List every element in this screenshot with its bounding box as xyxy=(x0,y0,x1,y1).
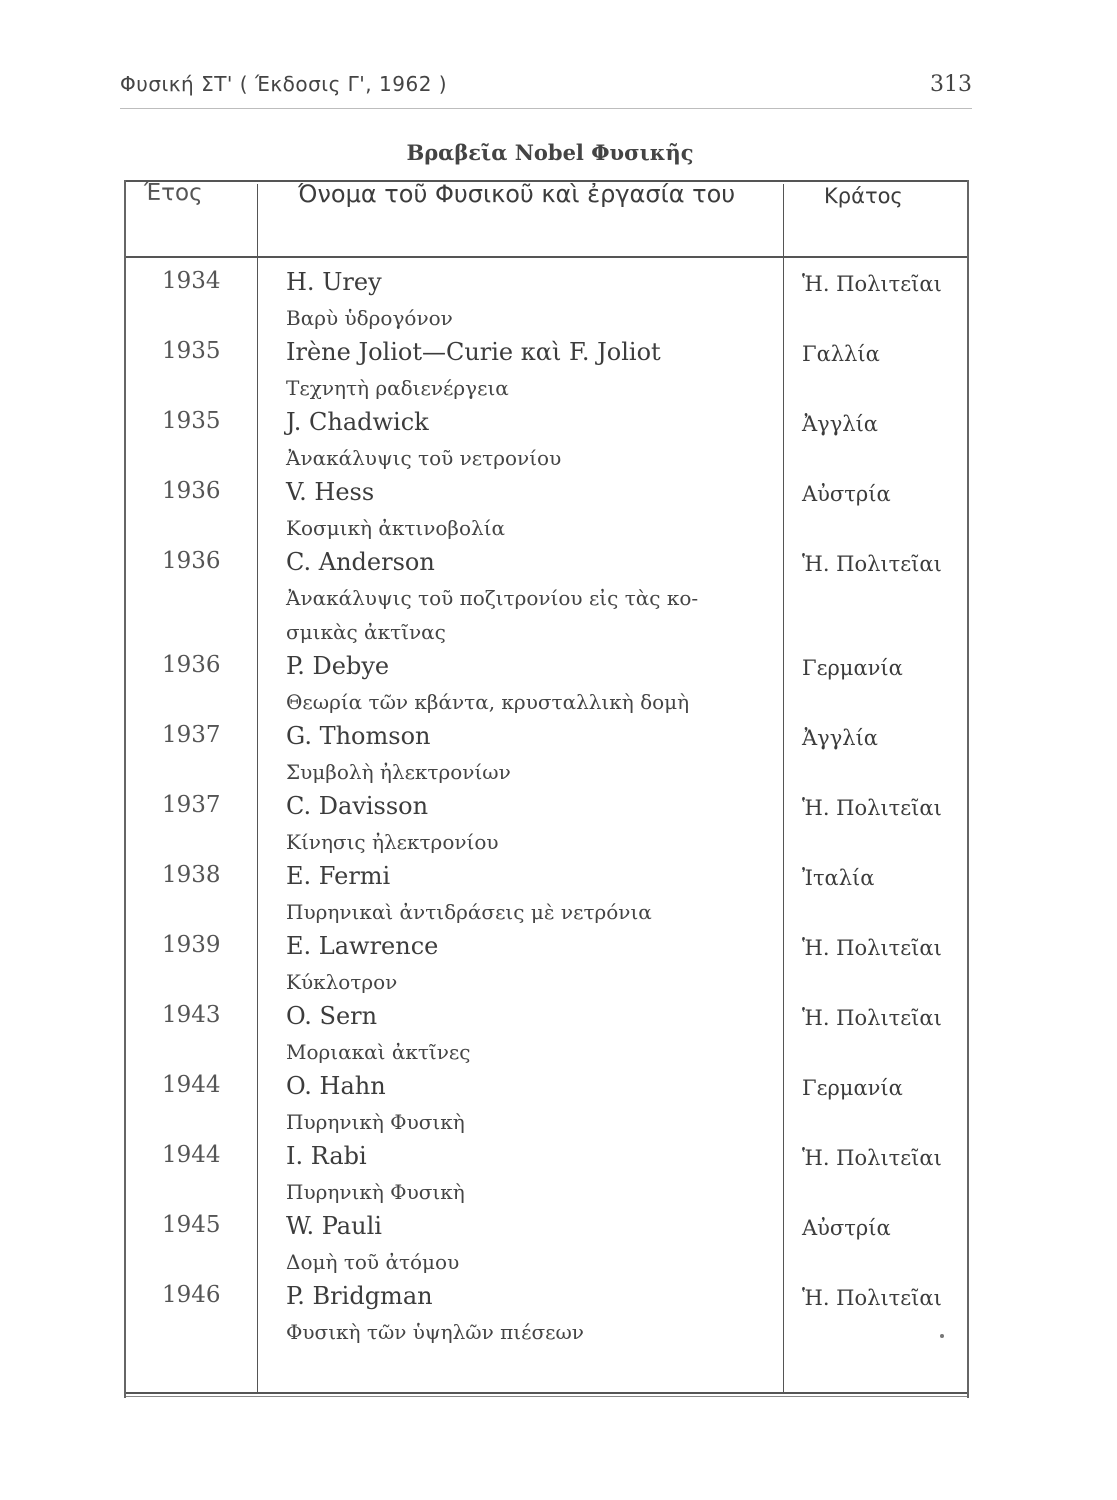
row-year: 1935 xyxy=(162,408,221,434)
row-country: Ἡ. Πολιτεῖαι xyxy=(802,1286,942,1310)
row-work: Φυσικὴ τῶν ὑψηλῶν πιέσεων xyxy=(286,1320,584,1344)
row-year: 1936 xyxy=(162,548,221,574)
table-row xyxy=(124,862,969,932)
table-row xyxy=(124,722,969,792)
table-bottom-border xyxy=(124,1392,969,1394)
row-physicist-name: C. Davisson xyxy=(286,792,429,820)
row-physicist-name: G. Thomson xyxy=(286,722,431,750)
row-year: 1945 xyxy=(162,1212,221,1238)
row-country: Ἡ. Πολιτεῖαι xyxy=(802,936,942,960)
row-work: Δομὴ τοῦ ἀτόμου xyxy=(286,1250,460,1274)
header-row-divider xyxy=(124,256,969,258)
table-row xyxy=(124,548,969,652)
row-year: 1944 xyxy=(162,1142,221,1168)
row-physicist-name: P. Debye xyxy=(286,652,390,680)
row-physicist-name: J. Chadwick xyxy=(286,408,429,436)
row-year: 1935 xyxy=(162,338,221,364)
row-year: 1939 xyxy=(162,932,221,958)
row-physicist-name: C. Anderson xyxy=(286,548,435,576)
table-row xyxy=(124,932,969,1002)
row-country: Γερμανία xyxy=(802,1076,903,1100)
table-row xyxy=(124,268,969,338)
column-header-name: Όνομα τοῦ Φυσικοῦ καὶ ἐργασία του xyxy=(298,180,736,208)
row-physicist-name: E. Lawrence xyxy=(286,932,439,960)
row-year: 1936 xyxy=(162,478,221,504)
column-header-year: Έτος xyxy=(144,180,203,206)
page-header xyxy=(120,72,972,102)
row-physicist-name: P. Bridgman xyxy=(286,1282,433,1310)
table-bottom-border-inner xyxy=(124,1396,969,1397)
table-row xyxy=(124,1002,969,1072)
row-country: Ἡ. Πολιτεῖαι xyxy=(802,1146,942,1170)
column-line-country xyxy=(783,184,784,1394)
row-physicist-name: W. Pauli xyxy=(286,1212,382,1240)
table-row xyxy=(124,338,969,408)
table-title: Βραβεῖα Nobel Φυσικῆς xyxy=(406,140,694,165)
row-physicist-name: V. Hess xyxy=(286,478,375,506)
table-left-edge xyxy=(124,180,126,1398)
table-row xyxy=(124,1282,969,1352)
stray-ink-dot xyxy=(940,1334,944,1338)
table-row xyxy=(124,1212,969,1282)
row-country: Ἡ. Πολιτεῖαι xyxy=(802,552,942,576)
table-row xyxy=(124,792,969,862)
row-year: 1946 xyxy=(162,1282,221,1308)
row-country: Ἡ. Πολιτεῖαι xyxy=(802,1006,942,1030)
row-year: 1937 xyxy=(162,722,221,748)
table-row xyxy=(124,478,969,548)
row-year: 1937 xyxy=(162,792,221,818)
table-row xyxy=(124,1142,969,1212)
row-physicist-name: I. Rabi xyxy=(286,1142,367,1170)
row-physicist-name: Irène Joliot—Curie καὶ F. Joliot xyxy=(286,338,661,366)
row-country: Αὐστρία xyxy=(802,1216,891,1240)
row-country: Ἡ. Πολιτεῖαι xyxy=(802,796,942,820)
row-country: Ἀγγλία xyxy=(802,726,878,750)
table-body xyxy=(124,268,969,1352)
header-divider xyxy=(120,108,972,109)
row-work: Μοριακαὶ ἀκτῖνες xyxy=(286,1040,471,1064)
row-work: Τεχνητὴ ραδιενέργεια xyxy=(286,376,509,400)
row-work: Θεωρία τῶν κβάντα, κρυσταλλικὴ δομὴ xyxy=(286,690,690,714)
row-work-continued: σμικὰς ἀκτῖνας xyxy=(286,620,446,644)
row-work: Κίνησις ἠλεκτρονίου xyxy=(286,830,499,854)
row-country: Ἡ. Πολιτεῖαι xyxy=(802,272,942,296)
column-line-year xyxy=(257,184,258,1394)
row-work: Κύκλοτρον xyxy=(286,970,398,994)
row-country: Γερμανία xyxy=(802,656,903,680)
table-row xyxy=(124,652,969,722)
row-year: 1938 xyxy=(162,862,221,888)
row-physicist-name: O. Sern xyxy=(286,1002,378,1030)
row-physicist-name: O. Hahn xyxy=(286,1072,386,1100)
row-year: 1936 xyxy=(162,652,221,678)
column-header-country: Κράτος xyxy=(824,184,903,208)
row-work: Πυρηνικὴ Φυσικὴ xyxy=(286,1180,465,1204)
row-work: Συμβολὴ ἠλεκτρονίων xyxy=(286,760,511,784)
row-year: 1934 xyxy=(162,268,221,294)
row-work: Βαρὺ ὑδρογόνον xyxy=(286,306,453,330)
row-year: 1943 xyxy=(162,1002,221,1028)
table-row xyxy=(124,1072,969,1142)
row-physicist-name: H. Urey xyxy=(286,268,382,296)
row-physicist-name: E. Fermi xyxy=(286,862,391,890)
row-work: Πυρηνικαὶ ἀντιδράσεις μὲ νετρόνια xyxy=(286,900,652,924)
running-title: Φυσική ΣΤ' ( Έκδοσις Γ', 1962 ) xyxy=(120,72,448,96)
row-work: Πυρηνικὴ Φυσικὴ xyxy=(286,1110,465,1134)
row-country: Ἰταλία xyxy=(802,866,875,890)
page-number: 313 xyxy=(930,72,972,97)
row-work: Κοσμικὴ ἀκτινοβολία xyxy=(286,516,506,540)
row-country: Αὐστρία xyxy=(802,482,891,506)
row-work: Ἀνακάλυψις τοῦ νετρονίου xyxy=(286,446,562,470)
table-right-edge xyxy=(967,180,969,1398)
table-row xyxy=(124,408,969,478)
row-country: Γαλλία xyxy=(802,342,880,366)
row-work: Ἀνακάλυψις τοῦ ποζιτρονίου εἰς τὰς κο- xyxy=(286,586,699,610)
row-country: Ἀγγλία xyxy=(802,412,878,436)
row-year: 1944 xyxy=(162,1072,221,1098)
